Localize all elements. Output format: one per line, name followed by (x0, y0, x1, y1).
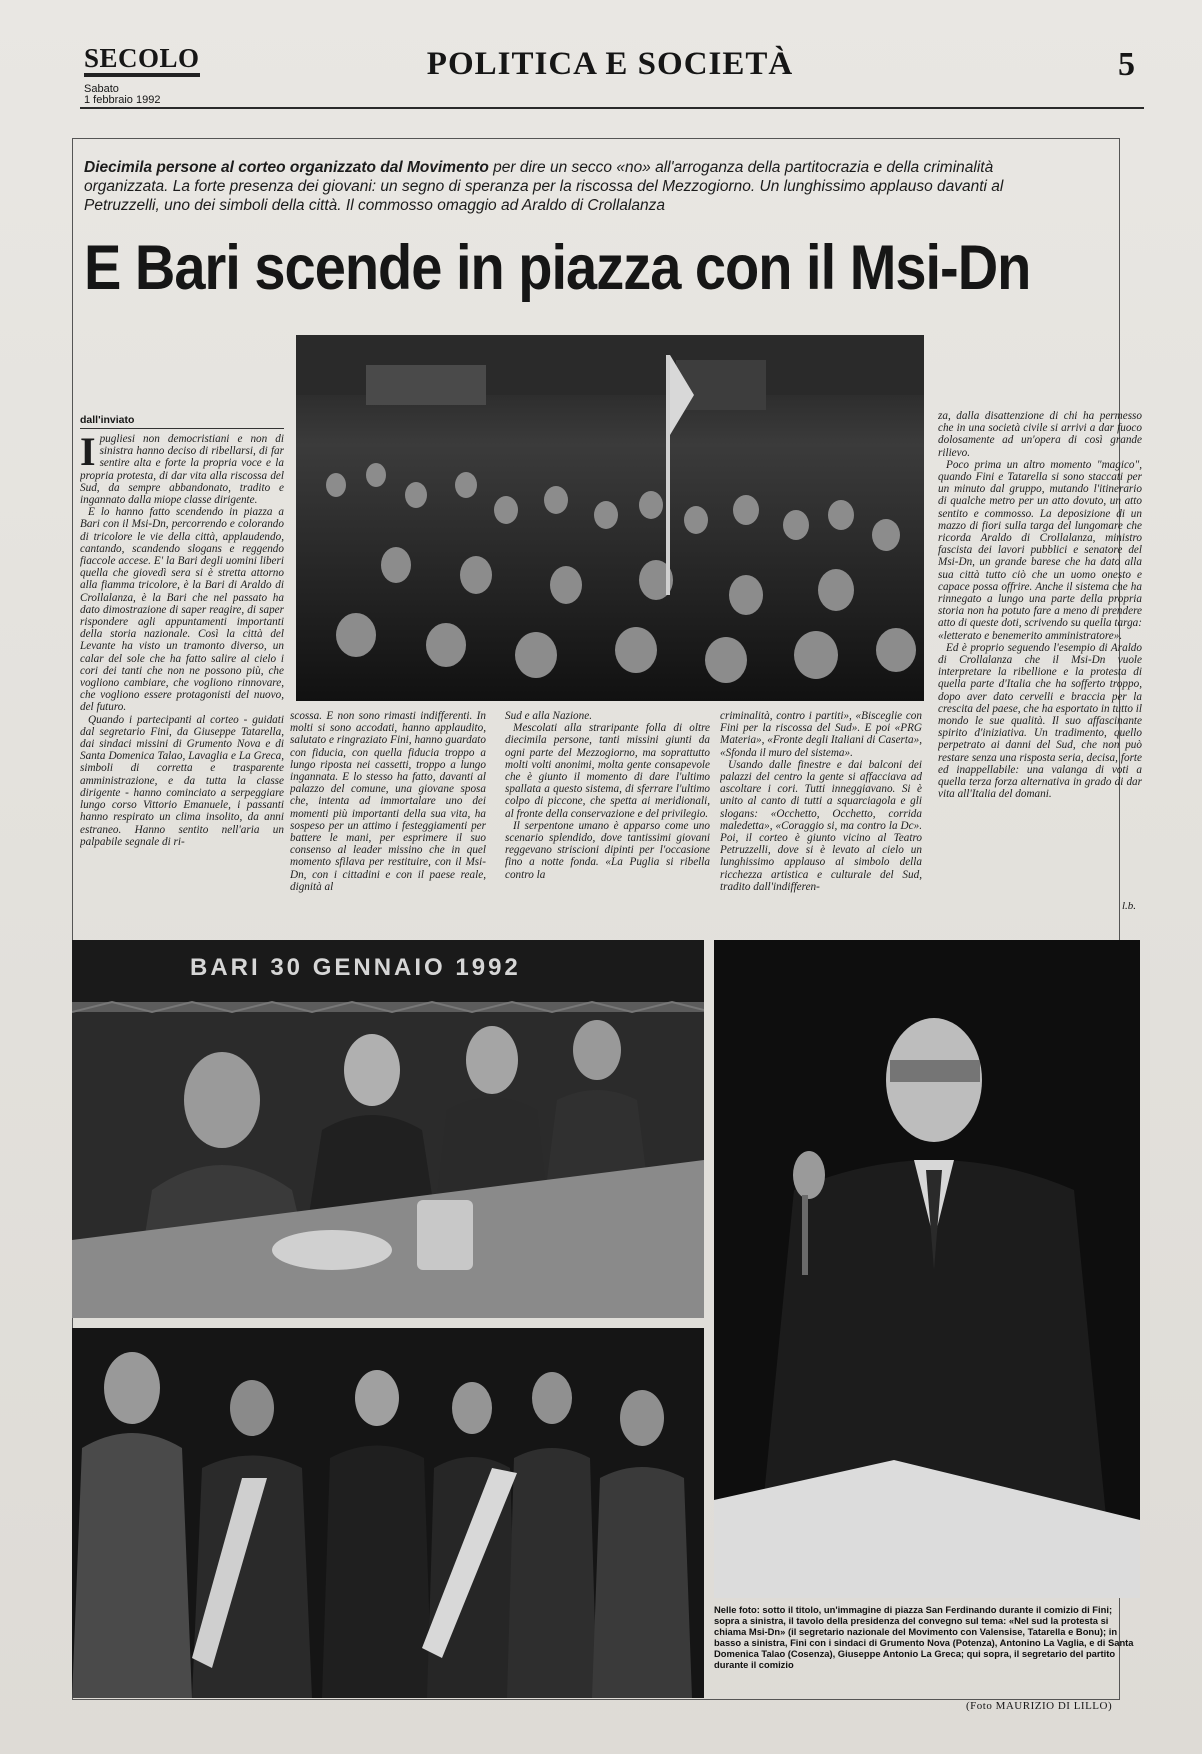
article-column-1 (80, 433, 284, 919)
page-number: 5 (1118, 46, 1135, 83)
banner-text: BARI 30 GENNAIO 1992 (190, 954, 521, 981)
article-column-5 (938, 410, 1142, 919)
photo-fini-with-mayors (72, 1328, 704, 1698)
photo-presidency-table (72, 940, 704, 1318)
paragraph: scossa. E non sono rimasti indifferenti. In molti si sono accodati, hanno applaudito, salutato e ringraziato Fini, hanno guardato con fiducia, con quella fiducia troppo a lungo riposta nei cassetti, troppo a lungo ingannata. E lo stesso ha fatto, davanti al palazzo del comune, una giovane sposa che, intenta ad immortalare uno dei momenti più importanti della sua vita, ha sospeso per un attimo i festeggiamenti per battere le mani, per esprimere il suo consenso al leader missino che in quel momento sfilava per restituire, con il Msi-Dn, con i cittadini e con il paese reale, dignità al (290, 710, 486, 893)
header-rule (80, 107, 1144, 109)
paragraph: criminalità, contro i partiti», «Bisceglie con Fini per la riscossa del Sud». E poi «PRG Materia», «Fronte degli Italiani di Caserta», «Sfonda il muro del sistema». (720, 710, 922, 759)
byline-rule (80, 428, 284, 429)
paragraph: Ed è proprio seguendo l'esempio di Araldo di Crollalanza che il Msi-Dn vuole interpretare la ribellione e la protesta di quella parte d'Italia che ha sofferto troppo, dopo aver dato cervelli e braccia per la crescita del paese, che ha esportato in tutto il mondo le sue qualità. Il suo affascinante spirito d'iniziativa. Un tradimento, quello perpetrato ai danni del Sud, che non può restare senza una risposta seria, decisa, forte ed inappellabile: una valanga di voti a quella terza forza alternativa in grado di dar vita all'Italia del domani. (938, 641, 1142, 801)
article-column-4 (720, 710, 922, 919)
photo-fini-speech (714, 940, 1140, 1598)
masthead-date: 1 febbraio 1992 (84, 94, 161, 106)
masthead-logo: SECOLO (84, 44, 200, 77)
paragraph: Mescolati alla straripante folla di oltre diecimila persone, tanti missini giunti da ogni parte del Mezzogiorno, ma soprattutto molti volti anonimi, molta gente consapevole che è giunto il momento di dare l'ultimo spallata a questo sistema, di sferrare l'ultimo colpo di piccone, che spetta ai meridionali, al fronte della conservazione e del privilegio. (505, 722, 710, 820)
dropcap: I (80, 433, 96, 474)
paragraph: Quando i partecipanti al corteo - guidati dal segretario Fini, da Giuseppe Tatarella, dai sindaci missini di Grumento Nova e di Santa Domenica Talao, Lavaglia e La Greca, simboli di corretta e trasparente amministrazione, e da tutta la classe dirigente - hanno cominciato a serpeggiare lungo corso Vittorio Emanuele, i passanti hanno respirato un clima insolito, da anni estraneo. Hanno sentito nell'aria un palpabile segnale di ri- (80, 713, 284, 848)
paragraph: E lo hanno fatto scendendo in piazza a Bari con il Msi-Dn, percorrendo e colorando di tricolore le vie della città, applaudendo, cantando, scandendo slogans e reggendo fiaccole accese. E' la Bari degli uomini liberi quella che giovedì sera si è stretta attorno alla fiamma tricolore, è la Bari di Araldo di Crollalanza, è la Bari che nel passato ha dato dimostrazione di saper reagire, di saper rispondere agli appuntamenti importanti della storia nazionale. Così la città del Levante ha visto un tramonto diverso, un calar del sole che ha fatto salire al cielo i cori dei tanti che non ne possono più, che vogliono cambiare, che vogliono rinnovare, che vogliono essere protagonisti del nuovo, del futuro. (80, 506, 284, 714)
paragraph: Il serpentone umano è apparso come uno scenario splendido, dove tantissimi giovani reggevano striscioni dipinti per l'occasione fino a notte fonda. «La Puglia si ribella contro la (505, 819, 710, 881)
photo-crowd (296, 335, 924, 701)
paragraph: Sud e alla Nazione. (505, 710, 593, 722)
section-title: POLITICA E SOCIETÀ (426, 46, 794, 82)
paragraph: Usando dalle finestre e dai balconi dei palazzi del centro la gente si affacciava ad ascoltare i cori. Tutti inneggiavano. Si è unito al canto di tutti a squarciagola e gli slogans: «Occhetto, Occhetto, corrida maledetta», «Coraggio si, ma contro la Dc». Poi, il corteo è giunto vicino al Teatro Petruzzelli, dove si è levato al cielo un lunghissimo applauso al simbolo della ricchezza artistica e culturale del Sud, tradito dall'indifferen- (720, 758, 922, 893)
article-kicker (84, 158, 1044, 215)
article-column-2 (290, 710, 486, 919)
photo-credit: (Foto MAURIZIO DI LILLO) (966, 1700, 1113, 1712)
article-byline: dall'inviato (80, 414, 135, 426)
author-initials: l.b. (1122, 900, 1137, 912)
kicker-bold: Diecimila persone al corteo organizzato dal Movimento (84, 159, 489, 176)
paragraph: za, dalla disattenzione di chi ha permesso che in una società civile si arrivi a dar fuoco dolosamente ad un'opera di così grande rilievo. (938, 410, 1142, 459)
kicker-text: per dire un secco «no» all'arroganza della partitocrazia e della criminalità organizzata. La forte presenza dei giovani: un segno di speranza per la riscossa del Mezzogiorno. Un lunghissimo applauso davanti al Petruzzelli, uno dei simboli della città. Il commosso omaggio ad Araldo di Crollalanza (84, 159, 1004, 214)
article-column-3 (505, 710, 710, 919)
paragraph: pugliesi non democristiani e non di sinistra hanno deciso di ribellarsi, di far sentire alta e forte la propria voce e la propria protesta, di dar vita alla riscossa del Sud, da sempre abbandonato, tradito e ingannato dalla miope classe dirigente. (80, 433, 284, 507)
photo-caption: Nelle foto: sotto il titolo, un'immagine di piazza San Ferdinando durante il comizio di Fini; sopra a sinistra, il tavolo della presidenza del convegno sul tema: «Nel sud la protesta si chiama Msi-Dn» (il segretario nazionale del Movimento con Valensise, Tatarella e Bonu); in basso a sinistra, Fini con i sindaci di Grumento Nova (Potenza), Antonino La Vaglia, e di Santa Domenica Talao (Cosenza), Giuseppe Antonio La Greca; qui sopra, il segretario del partito durante il comizio (714, 1604, 1134, 1670)
paragraph: Poco prima un altro momento "magico", quando Fini e Tatarella si sono staccati per un minuto dal gruppo, mutando l'itinerario di qualche metro per un atto dovuto, un atto sentito e commosso. La deposizione di un mazzo di fiori sulla targa del lungomare che ricorda Araldo di Crollalanza, ministro fascista dei lavori pubblici e senatore del Msi-Dn, un grande barese che ha dato alla sua città tutto ciò che un uomo onesto e capace possa offrire. Anche il sistema che ha rinnegato a lungo una parte della propria storia non ha potuto fare a meno di prendere atto di queste doti, scrivendo su quella targa: «letterato e benemerito amministratore». (938, 458, 1142, 642)
article-headline: E Bari scende in piazza con il Msi-Dn (84, 232, 1031, 303)
masthead-day: Sabato (84, 83, 119, 95)
